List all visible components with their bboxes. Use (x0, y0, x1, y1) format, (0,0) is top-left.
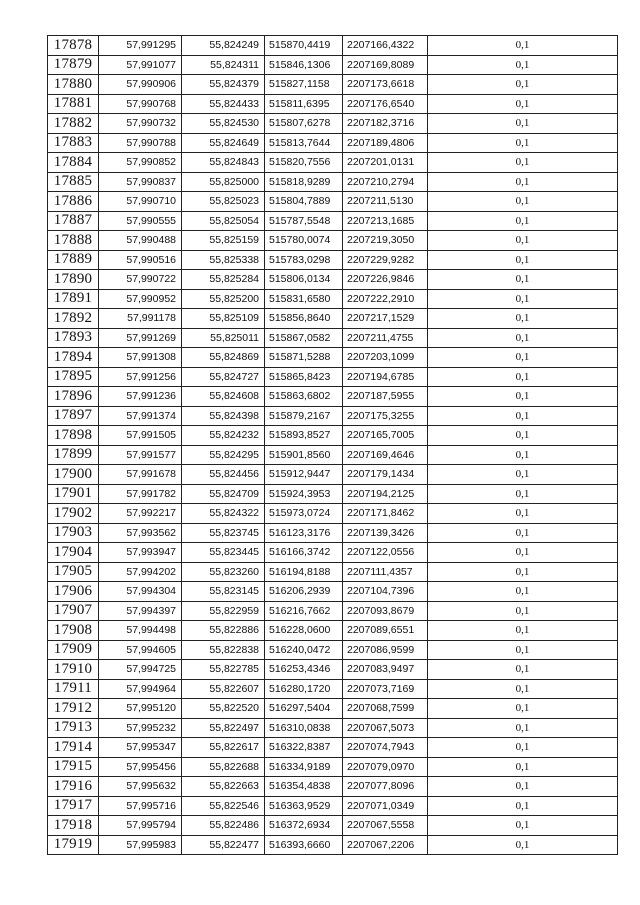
longitude-cell: 55,824869 (182, 348, 265, 368)
point-number-cell: 17889 (48, 250, 99, 270)
accuracy-cell: 0,1 (428, 484, 618, 504)
point-number-cell: 17905 (48, 562, 99, 582)
longitude-cell: 55,822546 (182, 796, 265, 816)
latitude-cell: 57,991295 (99, 36, 182, 56)
y-coordinate-cell: 2207077,8096 (343, 777, 428, 797)
latitude-cell: 57,995794 (99, 816, 182, 836)
table-row (48, 835, 618, 855)
longitude-cell: 55,825200 (182, 289, 265, 309)
accuracy-cell: 0,1 (428, 348, 618, 368)
longitude-cell: 55,825023 (182, 192, 265, 212)
y-coordinate-cell: 2207229,9282 (343, 250, 428, 270)
point-number-cell: 17880 (48, 75, 99, 95)
table-row (48, 153, 618, 173)
longitude-cell: 55,825000 (182, 172, 265, 192)
latitude-cell: 57,991269 (99, 328, 182, 348)
latitude-cell: 57,990732 (99, 114, 182, 134)
y-coordinate-cell: 2207211,4755 (343, 328, 428, 348)
accuracy-cell: 0,1 (428, 36, 618, 56)
y-coordinate-cell: 2207169,4646 (343, 445, 428, 465)
point-number-cell: 17915 (48, 757, 99, 777)
y-coordinate-cell: 2207203,1099 (343, 348, 428, 368)
accuracy-cell: 0,1 (428, 816, 618, 836)
longitude-cell: 55,823145 (182, 582, 265, 602)
latitude-cell: 57,990952 (99, 289, 182, 309)
accuracy-cell: 0,1 (428, 757, 618, 777)
longitude-cell: 55,824379 (182, 75, 265, 95)
longitude-cell: 55,823260 (182, 562, 265, 582)
longitude-cell: 55,824709 (182, 484, 265, 504)
table-row (48, 348, 618, 368)
accuracy-cell: 0,1 (428, 328, 618, 348)
x-coordinate-cell: 516166,3742 (265, 543, 343, 563)
y-coordinate-cell: 2207201,0131 (343, 153, 428, 173)
y-coordinate-cell: 2207139,3426 (343, 523, 428, 543)
table-row (48, 289, 618, 309)
accuracy-cell: 0,1 (428, 114, 618, 134)
y-coordinate-cell: 2207219,3050 (343, 231, 428, 251)
latitude-cell: 57,995632 (99, 777, 182, 797)
y-coordinate-cell: 2207086,9599 (343, 640, 428, 660)
accuracy-cell: 0,1 (428, 309, 618, 329)
accuracy-cell: 0,1 (428, 445, 618, 465)
latitude-cell: 57,990852 (99, 153, 182, 173)
point-number-cell: 17917 (48, 796, 99, 816)
table-row (48, 36, 618, 56)
latitude-cell: 57,995347 (99, 738, 182, 758)
latitude-cell: 57,994725 (99, 660, 182, 680)
longitude-cell: 55,825338 (182, 250, 265, 270)
table-row (48, 523, 618, 543)
point-number-cell: 17911 (48, 679, 99, 699)
longitude-cell: 55,824322 (182, 504, 265, 524)
table-body (48, 36, 618, 855)
y-coordinate-cell: 2207089,6551 (343, 621, 428, 641)
latitude-cell: 57,995983 (99, 835, 182, 855)
longitude-cell: 55,825054 (182, 211, 265, 231)
y-coordinate-cell: 2207182,3716 (343, 114, 428, 134)
table-row (48, 250, 618, 270)
x-coordinate-cell: 516354,4838 (265, 777, 343, 797)
y-coordinate-cell: 2207211,5130 (343, 192, 428, 212)
x-coordinate-cell: 515870,4419 (265, 36, 343, 56)
point-number-cell: 17897 (48, 406, 99, 426)
latitude-cell: 57,994304 (99, 582, 182, 602)
point-number-cell: 17909 (48, 640, 99, 660)
longitude-cell: 55,822959 (182, 601, 265, 621)
table-row (48, 192, 618, 212)
table-row (48, 231, 618, 251)
x-coordinate-cell: 515820,7556 (265, 153, 343, 173)
y-coordinate-cell: 2207171,8462 (343, 504, 428, 524)
accuracy-cell: 0,1 (428, 367, 618, 387)
table-row (48, 445, 618, 465)
accuracy-cell: 0,1 (428, 562, 618, 582)
accuracy-cell: 0,1 (428, 426, 618, 446)
point-number-cell: 17903 (48, 523, 99, 543)
point-number-cell: 17893 (48, 328, 99, 348)
latitude-cell: 57,991678 (99, 465, 182, 485)
point-number-cell: 17887 (48, 211, 99, 231)
x-coordinate-cell: 515924,3953 (265, 484, 343, 504)
latitude-cell: 57,990837 (99, 172, 182, 192)
x-coordinate-cell: 515818,9289 (265, 172, 343, 192)
y-coordinate-cell: 2207079,0970 (343, 757, 428, 777)
table-row (48, 270, 618, 290)
longitude-cell: 55,822520 (182, 699, 265, 719)
x-coordinate-cell: 516310,0838 (265, 718, 343, 738)
longitude-cell: 55,823745 (182, 523, 265, 543)
longitude-cell: 55,824295 (182, 445, 265, 465)
longitude-cell: 55,824456 (182, 465, 265, 485)
table-row (48, 660, 618, 680)
table-row (48, 796, 618, 816)
y-coordinate-cell: 2207179,1434 (343, 465, 428, 485)
point-number-cell: 17904 (48, 543, 99, 563)
point-number-cell: 17902 (48, 504, 99, 524)
accuracy-cell: 0,1 (428, 718, 618, 738)
longitude-cell: 55,824843 (182, 153, 265, 173)
accuracy-cell: 0,1 (428, 75, 618, 95)
accuracy-cell: 0,1 (428, 523, 618, 543)
longitude-cell: 55,824311 (182, 55, 265, 75)
accuracy-cell: 0,1 (428, 640, 618, 660)
x-coordinate-cell: 516393,6660 (265, 835, 343, 855)
table-row (48, 367, 618, 387)
y-coordinate-cell: 2207187,5955 (343, 387, 428, 407)
y-coordinate-cell: 2207093,8679 (343, 601, 428, 621)
longitude-cell: 55,822785 (182, 660, 265, 680)
latitude-cell: 57,990722 (99, 270, 182, 290)
x-coordinate-cell: 515811,6395 (265, 94, 343, 114)
point-number-cell: 17916 (48, 777, 99, 797)
table-row (48, 55, 618, 75)
accuracy-cell: 0,1 (428, 660, 618, 680)
accuracy-cell: 0,1 (428, 601, 618, 621)
longitude-cell: 55,825109 (182, 309, 265, 329)
accuracy-cell: 0,1 (428, 621, 618, 641)
longitude-cell: 55,825284 (182, 270, 265, 290)
y-coordinate-cell: 2207067,5073 (343, 718, 428, 738)
x-coordinate-cell: 516322,8387 (265, 738, 343, 758)
y-coordinate-cell: 2207122,0556 (343, 543, 428, 563)
y-coordinate-cell: 2207166,4322 (343, 36, 428, 56)
point-number-cell: 17895 (48, 367, 99, 387)
table-row (48, 484, 618, 504)
y-coordinate-cell: 2207194,2125 (343, 484, 428, 504)
point-number-cell: 17896 (48, 387, 99, 407)
point-number-cell: 17919 (48, 835, 99, 855)
longitude-cell: 55,824232 (182, 426, 265, 446)
y-coordinate-cell: 2207189,4806 (343, 133, 428, 153)
table-row (48, 640, 618, 660)
accuracy-cell: 0,1 (428, 465, 618, 485)
accuracy-cell: 0,1 (428, 796, 618, 816)
x-coordinate-cell: 515846,1306 (265, 55, 343, 75)
point-number-cell: 17914 (48, 738, 99, 758)
latitude-cell: 57,991256 (99, 367, 182, 387)
latitude-cell: 57,994397 (99, 601, 182, 621)
latitude-cell: 57,991577 (99, 445, 182, 465)
longitude-cell: 55,822688 (182, 757, 265, 777)
y-coordinate-cell: 2207083,9497 (343, 660, 428, 680)
accuracy-cell: 0,1 (428, 582, 618, 602)
longitude-cell: 55,822477 (182, 835, 265, 855)
x-coordinate-cell: 515871,5288 (265, 348, 343, 368)
y-coordinate-cell: 2207213,1685 (343, 211, 428, 231)
longitude-cell: 55,824649 (182, 133, 265, 153)
latitude-cell: 57,995120 (99, 699, 182, 719)
point-number-cell: 17884 (48, 153, 99, 173)
x-coordinate-cell: 516123,3176 (265, 523, 343, 543)
y-coordinate-cell: 2207210,2794 (343, 172, 428, 192)
latitude-cell: 57,991077 (99, 55, 182, 75)
accuracy-cell: 0,1 (428, 133, 618, 153)
accuracy-cell: 0,1 (428, 153, 618, 173)
y-coordinate-cell: 2207111,4357 (343, 562, 428, 582)
x-coordinate-cell: 515893,8527 (265, 426, 343, 446)
accuracy-cell: 0,1 (428, 543, 618, 563)
accuracy-cell: 0,1 (428, 777, 618, 797)
x-coordinate-cell: 515804,7889 (265, 192, 343, 212)
table-row (48, 757, 618, 777)
longitude-cell: 55,823445 (182, 543, 265, 563)
y-coordinate-cell: 2207176,6540 (343, 94, 428, 114)
latitude-cell: 57,990906 (99, 75, 182, 95)
accuracy-cell: 0,1 (428, 679, 618, 699)
x-coordinate-cell: 515856,8640 (265, 309, 343, 329)
table-row (48, 211, 618, 231)
y-coordinate-cell: 2207175,3255 (343, 406, 428, 426)
latitude-cell: 57,991782 (99, 484, 182, 504)
point-number-cell: 17888 (48, 231, 99, 251)
accuracy-cell: 0,1 (428, 192, 618, 212)
y-coordinate-cell: 2207071,0349 (343, 796, 428, 816)
y-coordinate-cell: 2207068,7599 (343, 699, 428, 719)
latitude-cell: 57,990555 (99, 211, 182, 231)
y-coordinate-cell: 2207217,1529 (343, 309, 428, 329)
point-number-cell: 17883 (48, 133, 99, 153)
point-number-cell: 17901 (48, 484, 99, 504)
table-row (48, 562, 618, 582)
y-coordinate-cell: 2207222,2910 (343, 289, 428, 309)
latitude-cell: 57,995232 (99, 718, 182, 738)
latitude-cell: 57,991236 (99, 387, 182, 407)
y-coordinate-cell: 2207074,7943 (343, 738, 428, 758)
point-number-cell: 17881 (48, 94, 99, 114)
latitude-cell: 57,990516 (99, 250, 182, 270)
table-row (48, 114, 618, 134)
x-coordinate-cell: 515879,2167 (265, 406, 343, 426)
latitude-cell: 57,995716 (99, 796, 182, 816)
point-number-cell: 17912 (48, 699, 99, 719)
table-row (48, 699, 618, 719)
table-row (48, 406, 618, 426)
point-number-cell: 17885 (48, 172, 99, 192)
table-row (48, 582, 618, 602)
longitude-cell: 55,822607 (182, 679, 265, 699)
table-row (48, 738, 618, 758)
latitude-cell: 57,994964 (99, 679, 182, 699)
x-coordinate-cell: 515901,8560 (265, 445, 343, 465)
longitude-cell: 55,824727 (182, 367, 265, 387)
table-row (48, 679, 618, 699)
longitude-cell: 55,822838 (182, 640, 265, 660)
latitude-cell: 57,994202 (99, 562, 182, 582)
accuracy-cell: 0,1 (428, 55, 618, 75)
x-coordinate-cell: 516363,9529 (265, 796, 343, 816)
x-coordinate-cell: 515867,0582 (265, 328, 343, 348)
latitude-cell: 57,991505 (99, 426, 182, 446)
accuracy-cell: 0,1 (428, 289, 618, 309)
x-coordinate-cell: 515863,6802 (265, 387, 343, 407)
table-row (48, 718, 618, 738)
x-coordinate-cell: 515780,0074 (265, 231, 343, 251)
table-row (48, 309, 618, 329)
x-coordinate-cell: 516372,6934 (265, 816, 343, 836)
table-row (48, 75, 618, 95)
coordinates-table (47, 35, 618, 855)
x-coordinate-cell: 515783,0298 (265, 250, 343, 270)
latitude-cell: 57,993562 (99, 523, 182, 543)
point-number-cell: 17878 (48, 36, 99, 56)
y-coordinate-cell: 2207165,7005 (343, 426, 428, 446)
accuracy-cell: 0,1 (428, 504, 618, 524)
longitude-cell: 55,824530 (182, 114, 265, 134)
point-number-cell: 17913 (48, 718, 99, 738)
longitude-cell: 55,822886 (182, 621, 265, 641)
table-row (48, 172, 618, 192)
longitude-cell: 55,824433 (182, 94, 265, 114)
longitude-cell: 55,825011 (182, 328, 265, 348)
latitude-cell: 57,995456 (99, 757, 182, 777)
latitude-cell: 57,990788 (99, 133, 182, 153)
point-number-cell: 17900 (48, 465, 99, 485)
longitude-cell: 55,824398 (182, 406, 265, 426)
point-number-cell: 17910 (48, 660, 99, 680)
x-coordinate-cell: 516334,9189 (265, 757, 343, 777)
table-row (48, 328, 618, 348)
y-coordinate-cell: 2207169,8089 (343, 55, 428, 75)
latitude-cell: 57,993947 (99, 543, 182, 563)
point-number-cell: 17892 (48, 309, 99, 329)
point-number-cell: 17918 (48, 816, 99, 836)
x-coordinate-cell: 516240,0472 (265, 640, 343, 660)
accuracy-cell: 0,1 (428, 231, 618, 251)
table-row (48, 133, 618, 153)
latitude-cell: 57,992217 (99, 504, 182, 524)
y-coordinate-cell: 2207067,2206 (343, 835, 428, 855)
x-coordinate-cell: 515787,5548 (265, 211, 343, 231)
longitude-cell: 55,822486 (182, 816, 265, 836)
accuracy-cell: 0,1 (428, 250, 618, 270)
accuracy-cell: 0,1 (428, 699, 618, 719)
table-row (48, 601, 618, 621)
y-coordinate-cell: 2207173,6618 (343, 75, 428, 95)
point-number-cell: 17886 (48, 192, 99, 212)
x-coordinate-cell: 516206,2939 (265, 582, 343, 602)
latitude-cell: 57,990710 (99, 192, 182, 212)
y-coordinate-cell: 2207073,7169 (343, 679, 428, 699)
point-number-cell: 17890 (48, 270, 99, 290)
table-row (48, 94, 618, 114)
x-coordinate-cell: 515831,6580 (265, 289, 343, 309)
accuracy-cell: 0,1 (428, 172, 618, 192)
point-number-cell: 17907 (48, 601, 99, 621)
table-row (48, 504, 618, 524)
x-coordinate-cell: 516228,0600 (265, 621, 343, 641)
table-row (48, 426, 618, 446)
accuracy-cell: 0,1 (428, 270, 618, 290)
longitude-cell: 55,824608 (182, 387, 265, 407)
y-coordinate-cell: 2207226,9846 (343, 270, 428, 290)
x-coordinate-cell: 515813,7644 (265, 133, 343, 153)
accuracy-cell: 0,1 (428, 835, 618, 855)
table-row (48, 816, 618, 836)
latitude-cell: 57,991374 (99, 406, 182, 426)
x-coordinate-cell: 516280,1720 (265, 679, 343, 699)
x-coordinate-cell: 515973,0724 (265, 504, 343, 524)
x-coordinate-cell: 515827,1158 (265, 75, 343, 95)
y-coordinate-cell: 2207067,5558 (343, 816, 428, 836)
table-row (48, 621, 618, 641)
point-number-cell: 17908 (48, 621, 99, 641)
latitude-cell: 57,994605 (99, 640, 182, 660)
y-coordinate-cell: 2207104,7396 (343, 582, 428, 602)
point-number-cell: 17899 (48, 445, 99, 465)
x-coordinate-cell: 516253,4346 (265, 660, 343, 680)
accuracy-cell: 0,1 (428, 387, 618, 407)
point-number-cell: 17894 (48, 348, 99, 368)
longitude-cell: 55,822497 (182, 718, 265, 738)
table-row (48, 387, 618, 407)
table-row (48, 465, 618, 485)
longitude-cell: 55,822663 (182, 777, 265, 797)
latitude-cell: 57,991308 (99, 348, 182, 368)
x-coordinate-cell: 515806,0134 (265, 270, 343, 290)
x-coordinate-cell: 515807,6278 (265, 114, 343, 134)
latitude-cell: 57,990488 (99, 231, 182, 251)
longitude-cell: 55,824249 (182, 36, 265, 56)
accuracy-cell: 0,1 (428, 406, 618, 426)
point-number-cell: 17891 (48, 289, 99, 309)
latitude-cell: 57,994498 (99, 621, 182, 641)
x-coordinate-cell: 516216,7662 (265, 601, 343, 621)
accuracy-cell: 0,1 (428, 738, 618, 758)
table-row (48, 777, 618, 797)
x-coordinate-cell: 516194,8188 (265, 562, 343, 582)
point-number-cell: 17898 (48, 426, 99, 446)
accuracy-cell: 0,1 (428, 211, 618, 231)
latitude-cell: 57,991178 (99, 309, 182, 329)
x-coordinate-cell: 516297,5404 (265, 699, 343, 719)
longitude-cell: 55,822617 (182, 738, 265, 758)
table-row (48, 543, 618, 563)
y-coordinate-cell: 2207194,6785 (343, 367, 428, 387)
point-number-cell: 17879 (48, 55, 99, 75)
longitude-cell: 55,825159 (182, 231, 265, 251)
point-number-cell: 17882 (48, 114, 99, 134)
x-coordinate-cell: 515865,8423 (265, 367, 343, 387)
x-coordinate-cell: 515912,9447 (265, 465, 343, 485)
point-number-cell: 17906 (48, 582, 99, 602)
accuracy-cell: 0,1 (428, 94, 618, 114)
latitude-cell: 57,990768 (99, 94, 182, 114)
